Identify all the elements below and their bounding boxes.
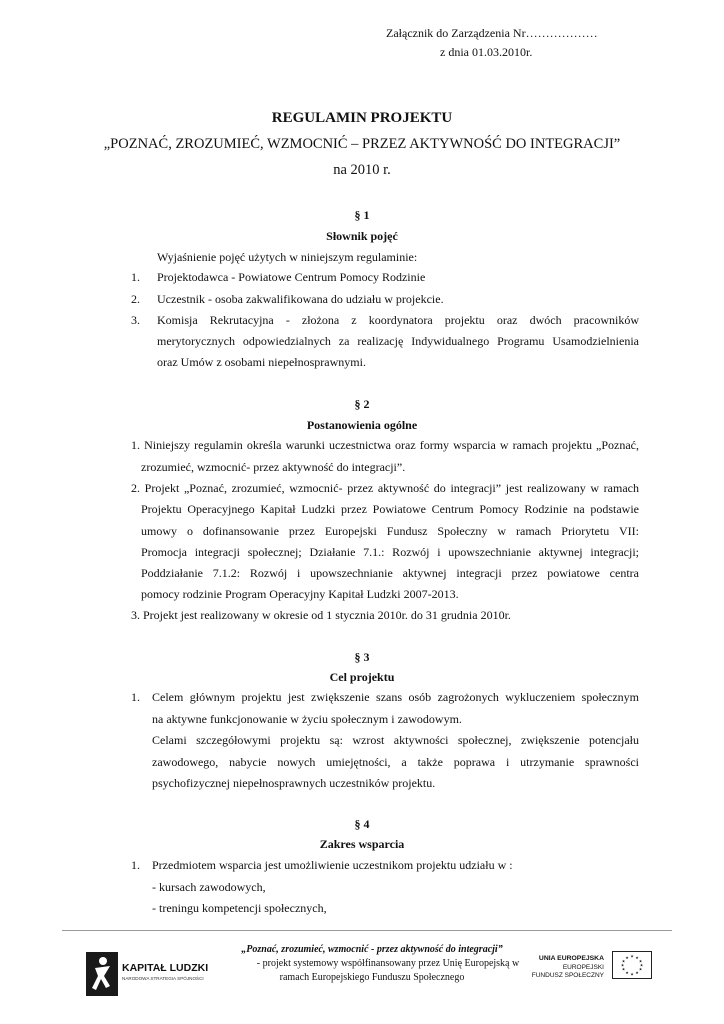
list-item: Projektodawca - Powiatowe Centrum Pomocy Rodzinie (157, 270, 426, 284)
paragraph-line: Celami szczegółowymi projektu są: wzrost aktywności społecznej, zwiększenie potencjału (152, 733, 639, 747)
list-item: Uczestnik - osoba zakwalifikowana do udziału w projekcie. (157, 292, 444, 306)
list-number: 1. (131, 858, 140, 872)
section-3-mark: § 3 (354, 650, 370, 664)
svg-text:★: ★ (620, 962, 625, 968)
footer-divider (62, 930, 672, 931)
svg-text:★: ★ (630, 953, 634, 959)
kapital-ludzki-title: KAPITAŁ LUDZKI (122, 962, 209, 974)
section-4-mark: § 4 (354, 817, 370, 831)
svg-text:★: ★ (639, 962, 644, 968)
project-name: „POZNAĆ, ZROZUMIEĆ, WZMOCNIĆ – PRZEZ AKTYWNOŚĆ DO INTEGRACJI” (103, 136, 621, 152)
attachment-note: Załącznik do Zarządzenia Nr……………… (386, 26, 598, 40)
list-number: 2. (131, 292, 140, 306)
kapital-ludzki-subtitle: NARODOWA STRATEGIA SPÓJNOŚCI (122, 976, 204, 981)
section-2-heading: Postanowienia ogólne (306, 418, 418, 432)
svg-text:★: ★ (625, 970, 629, 975)
paragraph-line: zrozumieć, wzmocnić- przez aktywność do integracji”. (141, 460, 406, 474)
svg-text:★: ★ (635, 970, 639, 975)
svg-text:★: ★ (635, 955, 639, 960)
section-2-mark: § 2 (354, 397, 370, 411)
paragraph-line: Projektu Operacyjnego Kapitał Ludzki przez Powiatowe Centrum Pomocy Rodzinie na podstawie (141, 502, 639, 516)
eu-fund-line-2: FUNDUSZ SPOŁECZNY (531, 972, 604, 979)
eu-fund-line-1: EUROPEJSKI (562, 964, 604, 971)
paragraph-line: Promocja integracji społecznej; Działanie 7.1.: Rozwój i upowszechnianie aktywnej integracji; (141, 545, 639, 559)
paragraph-line: 3. Projekt jest realizowany w okresie od 1 stycznia 2010r. do 31 grudnia 2010r. (131, 608, 511, 622)
svg-text:★: ★ (638, 958, 643, 964)
eu-title: UNIA EUROPEJSKA (538, 955, 604, 962)
svg-text:★: ★ (621, 966, 626, 972)
paragraph-line: zawodowego, nabycie nowych umiejętności, a także poprawa i utrzymanie sprawności (152, 755, 639, 769)
eu-flag (612, 951, 652, 979)
list-number: 3. (131, 313, 140, 327)
list-number: 1. (131, 690, 140, 704)
footer-funding-line-1: - projekt systemowy współfinansowany przez Unię Europejską w (256, 958, 520, 969)
kapital-ludzki-logo (82, 946, 212, 1004)
svg-text:★: ★ (621, 958, 626, 964)
section-3-heading: Cel projektu (329, 670, 395, 684)
section-1-heading: Słownik pojęć (326, 229, 398, 243)
footer-funding-line-2: ramach Europejskiego Funduszu Społecznego (279, 972, 465, 983)
footer-project-name: „Poznać, zrozumieć, wzmocnić - przez aktywność do integracji” (241, 944, 503, 955)
attachment-date: z dnia 01.03.2010r. (440, 45, 533, 59)
paragraph-line: psychofizycznej niepełnosprawnych uczestników projektu. (152, 776, 436, 790)
svg-text:★: ★ (630, 971, 634, 977)
paragraph-line: na aktywne funkcjonowanie w życiu społecznym i zawodowym. (152, 712, 462, 726)
paragraph-line: 2. Projekt „Poznać, zrozumieć, wzmocnić- przez aktywność do integracji” jest realizowany w ramach (131, 481, 639, 495)
paragraph-line: Przedmiotem wsparcia jest umożliwienie uczestnikom projektu udziału w : (152, 858, 513, 872)
list-item-line: Komisja Rekrutacyjna - złożona z koordynatora projektu oraz dwóch pracowników (157, 313, 639, 327)
document-title: REGULAMIN PROJEKTU (271, 110, 453, 126)
section-1-mark: § 1 (354, 208, 370, 222)
paragraph-line: - kursach zawodowych, (152, 880, 266, 894)
list-item-line: oraz Umów z osobami niepełnosprawnymi. (157, 355, 366, 369)
list-item-line: merytorycznych odpowiedzialnych za realizację Indywidualnego Programu Usamodzielnienia (157, 334, 639, 348)
paragraph-line: - treningu kompetencji społecznych, (152, 901, 327, 915)
svg-text:★: ★ (625, 955, 629, 960)
svg-text:★: ★ (638, 966, 643, 972)
paragraph-line: 1. Niniejszy regulamin określa warunki uczestnictwa oraz formy wsparcia w ramach projektu „Poznać, (131, 438, 639, 452)
section-4-heading: Zakres wsparcia (319, 837, 405, 851)
kapital-ludzki-figure-icon (86, 952, 118, 996)
section-1-intro: Wyjaśnienie pojęć użytych w niniejszym regulaminie: (157, 250, 418, 264)
paragraph-line: pomocy rodzinie Program Operacyjny Kapitał Ludzki 2007-2013. (141, 587, 459, 601)
paragraph-line: Poddziałanie 7.1.2: Rozwój i upowszechnianie aktywnej integracji przez powiatowe centra (141, 566, 639, 580)
list-number: 1. (131, 270, 140, 284)
paragraph-line: umowy o dofinansowanie przez Europejski Fundusz Społeczny w ramach Priorytetu VII: (141, 524, 639, 538)
project-year: na 2010 r. (333, 162, 391, 178)
eu-stars-icon (613, 952, 651, 978)
paragraph-line: Celem głównym projektu jest zwiększenie szans osób zagrożonych wykluczeniem społecznym (152, 690, 639, 704)
